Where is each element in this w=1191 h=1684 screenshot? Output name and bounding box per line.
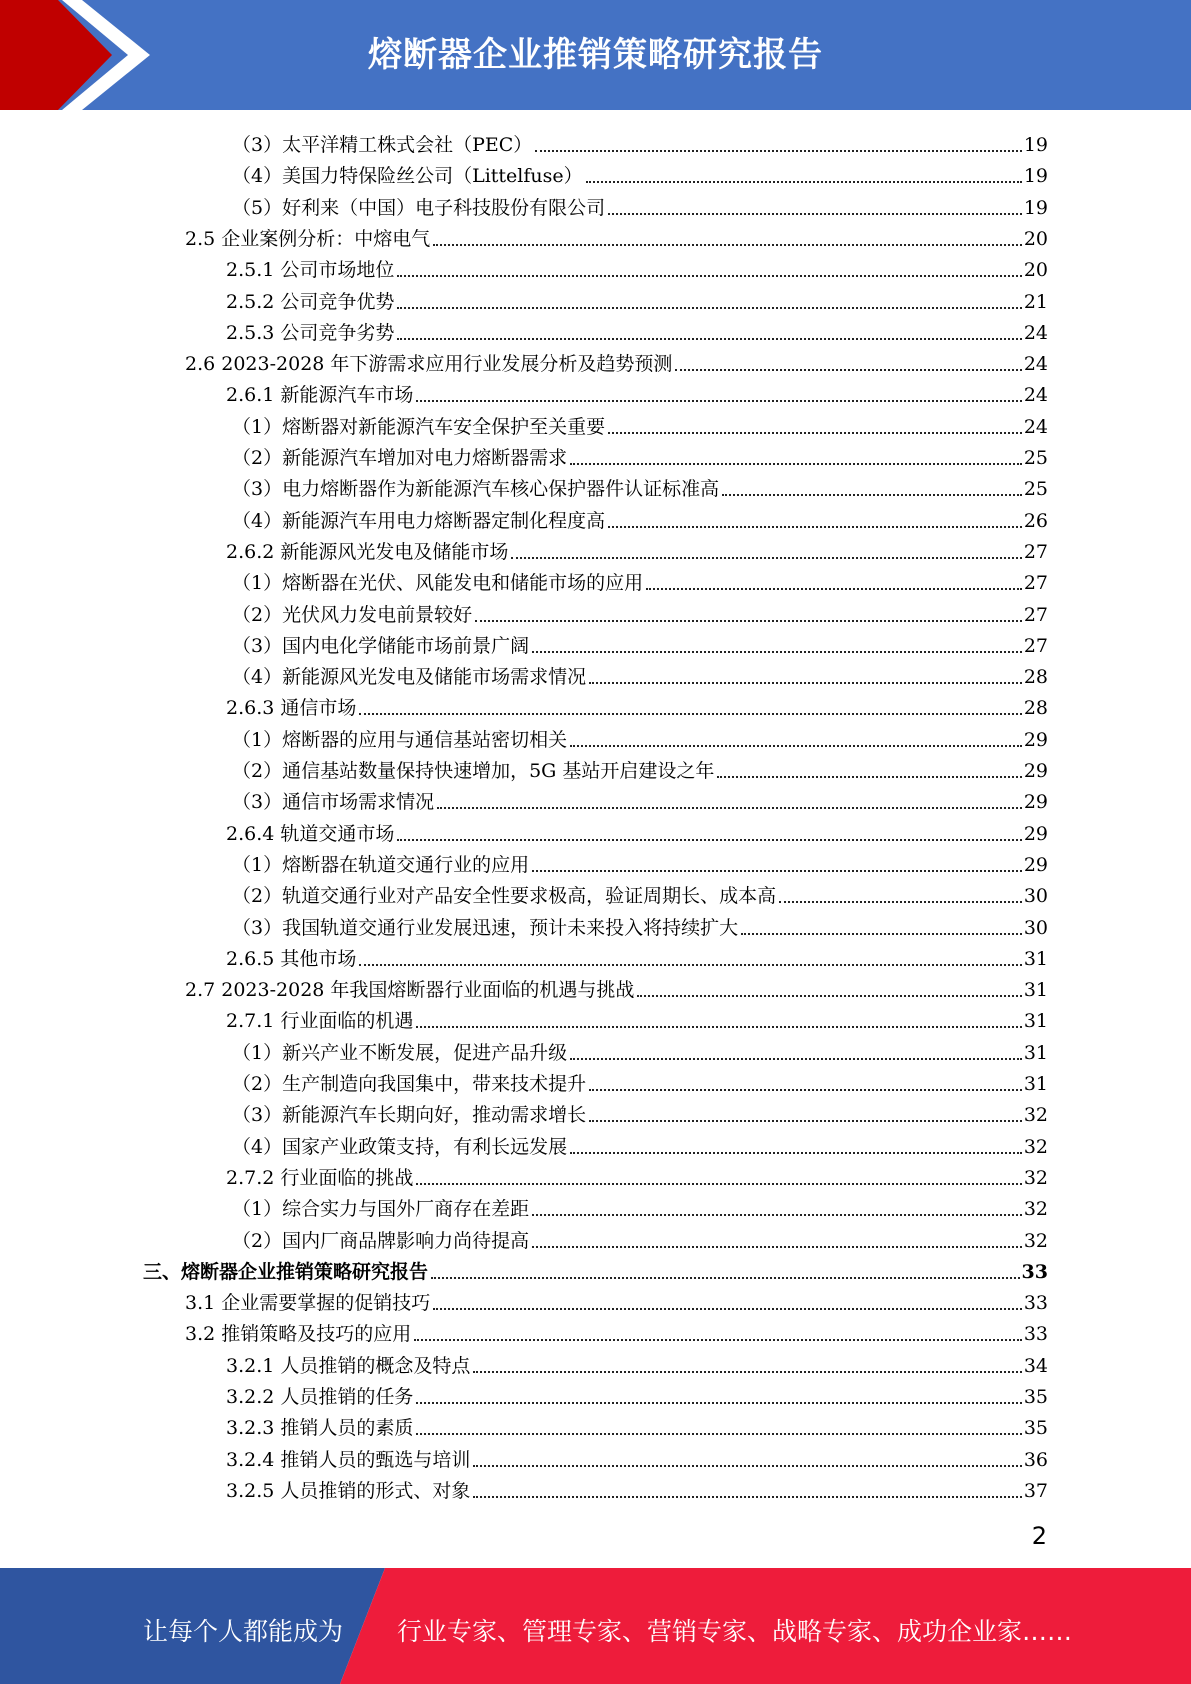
- toc-entry-page: 33: [1023, 1292, 1048, 1315]
- toc-entry[interactable]: [232, 1189, 1048, 1220]
- toc-dot-leader: [433, 1308, 1022, 1310]
- toc-entry-page: 29: [1023, 791, 1048, 814]
- toc-dot-leader: [532, 651, 1022, 653]
- toc-entry-page: 29: [1023, 760, 1048, 782]
- toc-entry[interactable]: [232, 1033, 1048, 1064]
- toc-entry[interactable]: [232, 188, 1048, 219]
- toc-entry[interactable]: [232, 751, 1048, 782]
- toc-entry-title: （1）新兴产业不断发展，促进产品升级: [232, 1041, 568, 1064]
- toc-entry[interactable]: [226, 814, 1048, 845]
- toc-dot-leader: [589, 1120, 1022, 1122]
- page-number: 2: [1031, 1522, 1047, 1550]
- toc-entry[interactable]: [232, 626, 1048, 657]
- toc-entry[interactable]: [226, 375, 1048, 406]
- toc-entry[interactable]: [232, 908, 1048, 939]
- toc-entry-title: 2.6.1 新能源汽车市场: [226, 384, 414, 407]
- toc-entry[interactable]: [226, 939, 1048, 970]
- toc-entry-page: 29: [1023, 853, 1048, 876]
- toc-entry-title: 2.7.1 行业面临的机遇: [226, 1010, 414, 1033]
- toc-dot-leader: [675, 369, 1021, 371]
- toc-entry-page: 21: [1023, 290, 1048, 313]
- toc-entry[interactable]: [232, 720, 1048, 751]
- toc-entry-title: 2.6.5 其他市场: [226, 947, 357, 970]
- toc-dot-leader: [637, 995, 1021, 997]
- toc-entry-title: （2）生产制造向我国集中，带来技术提升: [232, 1073, 587, 1095]
- report-title: 熔断器企业推销策略研究报告: [368, 35, 823, 75]
- toc-dot-leader: [717, 776, 1021, 778]
- toc-dot-leader: [397, 307, 1021, 309]
- toc-entry-title: 2.5 企业案例分析：中熔电气: [185, 227, 431, 250]
- toc-entry-title: 3.2.1 人员推销的概念及特点: [226, 1354, 471, 1377]
- toc-dot-leader: [608, 526, 1022, 528]
- toc-entry-title: 3.2.3 推销人员的素质: [226, 1417, 414, 1440]
- toc-entry[interactable]: [226, 282, 1048, 313]
- toc-entry[interactable]: [143, 1252, 1048, 1283]
- toc-entry-title: （3）我国轨道交通行业发展迅速，预计未来投入将持续扩大: [232, 916, 739, 939]
- toc-entry-page: 20: [1023, 227, 1048, 250]
- toc-entry-page: 27: [1023, 540, 1048, 563]
- toc-dot-leader: [475, 620, 1022, 622]
- toc-entry[interactable]: [226, 1408, 1048, 1439]
- toc-entry-title: 2.7 2023-2028 年我国熔断器行业面临的机遇与挑战: [185, 979, 635, 1002]
- toc-entry-page: 35: [1023, 1417, 1048, 1440]
- toc-entry-title: 3.2.4 推销人员的甄选与培训: [226, 1448, 471, 1471]
- toc-entry[interactable]: [232, 1064, 1048, 1095]
- toc-entry-page: 27: [1023, 603, 1048, 626]
- toc-dot-leader: [416, 1026, 1021, 1028]
- toc-entry-title: 三、熔断器企业推销策略研究报告: [143, 1260, 429, 1283]
- toc-entry-title: （3）新能源汽车长期向好，推动需求增长: [232, 1104, 587, 1127]
- toc-entry[interactable]: [226, 1001, 1048, 1032]
- toc-entry-page: 24: [1023, 353, 1048, 376]
- toc-entry-title: （3）国内电化学储能市场前景广阔: [232, 634, 530, 657]
- toc-entry-title: （4）新能源汽车用电力熔断器定制化程度高: [232, 509, 606, 532]
- toc-entry-title: （1）熔断器对新能源汽车安全保护至关重要: [232, 415, 606, 438]
- toc-entry-title: 2.7.2 行业面临的挑战: [226, 1166, 414, 1189]
- toc-dot-leader: [397, 839, 1021, 841]
- toc-dot-leader: [397, 338, 1021, 340]
- toc-entry[interactable]: [226, 688, 1048, 719]
- toc-entry-title: 2.5.3 公司竞争劣势: [226, 321, 395, 344]
- toc-entry-page: 31: [1023, 979, 1048, 1002]
- toc-dot-leader: [414, 1339, 1022, 1341]
- toc-entry[interactable]: [232, 563, 1048, 594]
- toc-entry[interactable]: [226, 1346, 1048, 1377]
- toc-entry-page: 32: [1023, 1198, 1048, 1221]
- toc-entry[interactable]: [226, 313, 1048, 344]
- toc-entry[interactable]: [232, 845, 1048, 876]
- toc-entry[interactable]: [232, 156, 1048, 187]
- toc-entry-title: 2.6.4 轨道交通市场: [226, 822, 395, 845]
- toc-entry-title: （3）通信市场需求情况: [232, 791, 435, 814]
- toc-entry-title: 2.6.2 新能源风光发电及储能市场: [226, 540, 509, 563]
- toc-entry-page: 26: [1023, 509, 1048, 532]
- toc-dot-leader: [416, 1402, 1021, 1404]
- toc-entry-page: 30: [1023, 916, 1048, 939]
- toc-dot-leader: [431, 1277, 1020, 1279]
- toc-entry-title: （2）光伏风力发电前景较好: [232, 603, 473, 626]
- toc-entry-page: 19: [1023, 134, 1048, 156]
- footer-slogan-left: 让每个人都能成为: [143, 1617, 344, 1646]
- toc-entry[interactable]: [185, 1314, 1048, 1345]
- toc-entry-title: （3）电力熔断器作为新能源汽车核心保护器件认证标准高: [232, 478, 720, 501]
- toc-entry-title: （5）好利来（中国）电子科技股份有限公司: [232, 196, 606, 219]
- toc-entry-title: （1）熔断器在轨道交通行业的应用: [232, 853, 530, 876]
- toc-entry-page: 33: [1021, 1260, 1048, 1283]
- toc-entry[interactable]: [226, 532, 1048, 563]
- toc-entry-title: （4）国家产业政策支持，有利长远发展: [232, 1135, 568, 1158]
- toc-dot-leader: [532, 1246, 1022, 1248]
- toc-entry-title: （1）熔断器的应用与通信基站密切相关: [232, 728, 568, 751]
- toc-dot-leader: [589, 1089, 1022, 1091]
- toc-dot-leader: [608, 213, 1022, 215]
- toc-entry[interactable]: [232, 657, 1048, 688]
- toc-entry-page: 32: [1023, 1166, 1048, 1189]
- toc-entry-title: （2）通信基站数量保持快速增加，5G 基站开启建设之年: [232, 760, 715, 782]
- toc-dot-leader: [437, 807, 1022, 809]
- toc-entry-page: 24: [1023, 321, 1048, 344]
- toc-dot-leader: [779, 901, 1022, 903]
- toc-entry-page: 33: [1023, 1323, 1048, 1346]
- toc-dot-leader: [570, 463, 1022, 465]
- toc-dot-leader: [586, 181, 1022, 183]
- toc-entry-page: 31: [1023, 1041, 1048, 1064]
- toc-entry-page: 27: [1023, 572, 1048, 595]
- toc-dot-leader: [570, 1152, 1022, 1154]
- toc-entry-title: （3）太平洋精工株式会社（PEC）: [232, 134, 533, 156]
- page-footer: [0, 1568, 1191, 1684]
- toc-entry[interactable]: [232, 438, 1048, 469]
- toc-entry-title: 3.2.5 人员推销的形式、对象: [226, 1479, 471, 1502]
- toc-entry[interactable]: [232, 469, 1048, 500]
- toc-entry-page: 35: [1023, 1386, 1048, 1408]
- toc-entry-page: 31: [1023, 947, 1048, 970]
- toc-dot-leader: [589, 682, 1022, 684]
- toc-entry[interactable]: [185, 970, 1048, 1001]
- toc-dot-leader: [473, 1465, 1021, 1467]
- toc-entry[interactable]: [232, 782, 1048, 813]
- toc-dot-leader: [359, 713, 1021, 715]
- toc-dot-leader: [416, 1433, 1021, 1435]
- toc-entry[interactable]: [232, 1221, 1048, 1252]
- toc-dot-leader: [570, 745, 1022, 747]
- toc-entry[interactable]: [232, 1095, 1048, 1126]
- toc-entry-page: 37: [1023, 1479, 1048, 1502]
- toc-entry[interactable]: [185, 344, 1048, 375]
- toc-entry-page: 32: [1023, 1229, 1048, 1252]
- toc-entry[interactable]: [232, 1127, 1048, 1158]
- toc-dot-leader: [608, 432, 1022, 434]
- toc-dot-leader: [397, 275, 1021, 277]
- footer-slogan-right: 行业专家、管理专家、营销专家、战略专家、成功企业家……: [397, 1617, 1073, 1646]
- toc-entry-title: （2）新能源汽车增加对电力熔断器需求: [232, 447, 568, 469]
- toc-entry-page: 32: [1023, 1135, 1048, 1158]
- toc-entry-title: 2.6.3 通信市场: [226, 697, 357, 720]
- toc-entry-page: 25: [1023, 447, 1048, 469]
- toc-entry-page: 25: [1023, 478, 1048, 501]
- toc-entry[interactable]: [226, 1377, 1048, 1408]
- toc-entry-page: 28: [1023, 666, 1048, 689]
- toc-entry[interactable]: [232, 501, 1048, 532]
- toc-dot-leader: [359, 964, 1021, 966]
- toc-dot-leader: [532, 870, 1022, 872]
- toc-entry-title: 3.1 企业需要掌握的促销技巧: [185, 1292, 431, 1315]
- toc-entry-page: 24: [1023, 415, 1048, 438]
- toc-entry-title: （2）国内厂商品牌影响力尚待提高: [232, 1229, 530, 1252]
- toc-entry-title: （4）新能源风光发电及储能市场需求情况: [232, 666, 587, 689]
- toc-entry-page: 19: [1023, 196, 1048, 219]
- toc-entry[interactable]: [226, 1471, 1048, 1502]
- toc-entry-page: 28: [1023, 697, 1048, 720]
- toc-entry-page: 29: [1023, 822, 1048, 845]
- toc-entry-page: 24: [1023, 384, 1048, 407]
- toc-entry-title: 2.6 2023-2028 年下游需求应用行业发展分析及趋势预测: [185, 353, 673, 376]
- toc-entry[interactable]: [232, 876, 1048, 907]
- toc-entry-page: 27: [1023, 634, 1048, 657]
- toc-entry-title: （1）熔断器在光伏、风能发电和储能市场的应用: [232, 572, 644, 595]
- toc-entry[interactable]: [226, 1158, 1048, 1189]
- toc-entry[interactable]: [185, 219, 1048, 250]
- toc-entry-page: 30: [1023, 885, 1048, 908]
- toc-dot-leader: [416, 400, 1021, 402]
- toc-entry-page: 34: [1023, 1354, 1048, 1377]
- toc-entry[interactable]: [232, 595, 1048, 626]
- toc-dot-leader: [532, 1214, 1022, 1216]
- toc-entry-title: （4）美国力特保险丝公司（Littelfuse）: [232, 165, 583, 188]
- toc-entry-title: 2.5.1 公司市场地位: [226, 259, 395, 282]
- toc-dot-leader: [535, 150, 1022, 152]
- toc-entry-page: 31: [1023, 1073, 1048, 1095]
- toc-entry-page: 20: [1023, 259, 1048, 282]
- toc-entry[interactable]: [185, 1283, 1048, 1314]
- toc-entry-page: 36: [1023, 1448, 1048, 1471]
- toc-entry-title: 3.2 推销策略及技巧的应用: [185, 1323, 412, 1346]
- toc-entry-page: 19: [1023, 165, 1048, 188]
- toc-dot-leader: [646, 588, 1022, 590]
- toc-entry-page: 31: [1023, 1010, 1048, 1033]
- toc-entry-title: （2）轨道交通行业对产品安全性要求极高，验证周期长、成本高: [232, 885, 777, 908]
- toc-entry[interactable]: [232, 125, 1048, 156]
- page-header: [0, 0, 1191, 110]
- toc-entry[interactable]: [226, 1440, 1048, 1471]
- toc-dot-leader: [473, 1371, 1021, 1373]
- toc-entry-title: 2.5.2 公司竞争优势: [226, 290, 395, 313]
- toc-dot-leader: [511, 557, 1021, 559]
- toc-entry-title: 3.2.2 人员推销的任务: [226, 1386, 414, 1408]
- toc-entry-page: 29: [1023, 728, 1048, 751]
- toc-entry[interactable]: [226, 250, 1048, 281]
- toc-entry-title: （1）综合实力与国外厂商存在差距: [232, 1198, 530, 1221]
- toc-dot-leader: [416, 1183, 1021, 1185]
- toc-entry-page: 32: [1023, 1104, 1048, 1127]
- toc-entry[interactable]: [232, 407, 1048, 438]
- toc-dot-leader: [433, 244, 1022, 246]
- toc-dot-leader: [473, 1496, 1021, 1498]
- toc-dot-leader: [570, 1058, 1022, 1060]
- toc-dot-leader: [741, 933, 1022, 935]
- toc-dot-leader: [722, 494, 1022, 496]
